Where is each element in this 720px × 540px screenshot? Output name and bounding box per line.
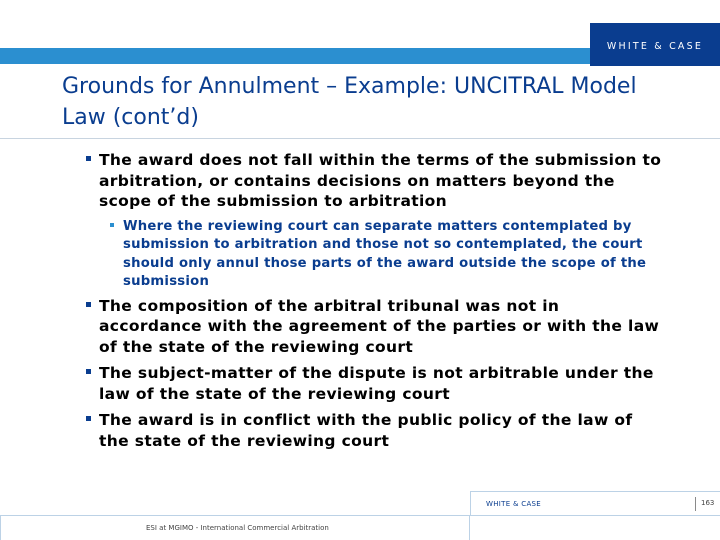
- square-bullet-icon: [86, 369, 91, 374]
- square-bullet-icon: [86, 302, 91, 307]
- slide-title: Grounds for Annulment – Example: UNCITRAL Model Law (cont’d): [62, 74, 637, 130]
- sub-bullet-text: Where the reviewing court can separate matters contemplated by submission to arbitration and those not so contemplated, the court should only annul those parts of the award outside the scope of the submission: [123, 218, 647, 289]
- bullet-item: [86, 363, 666, 404]
- bullet-text: The subject-matter of the dispute is not arbitrable under the law of the state of the reviewing court: [99, 364, 654, 403]
- bullet-item: [86, 150, 666, 212]
- logo-text: WHITE & CASE: [606, 40, 704, 52]
- square-bullet-icon: [86, 416, 91, 421]
- bullet-list: [86, 150, 666, 457]
- sub-bullet-item: [110, 218, 666, 292]
- bullet-item: [86, 410, 666, 451]
- page-number-divider: [695, 497, 696, 511]
- bullet-item: [86, 296, 666, 358]
- title-divider: [0, 138, 720, 139]
- white-case-logo: [590, 23, 720, 66]
- square-bullet-icon: [110, 223, 114, 227]
- square-bullet-icon: [86, 156, 91, 161]
- bullet-text: The composition of the arbitral tribunal was not in accordance with the agreement of the parties or with the law of the state of the reviewing court: [99, 296, 660, 356]
- page-number: 163: [701, 499, 715, 507]
- bullet-text: The award is in conflict with the public policy of the law of the state of the reviewing court: [99, 411, 633, 450]
- footer-caption: ESI at MGIMO - International Commercial Arbitration: [146, 524, 329, 532]
- footer-brand: WHITE & CASE: [486, 500, 541, 508]
- bullet-text: The award does not fall within the terms of the submission to arbitration, or contains decisions on matters beyond the scope of the submission to arbitration: [99, 151, 662, 210]
